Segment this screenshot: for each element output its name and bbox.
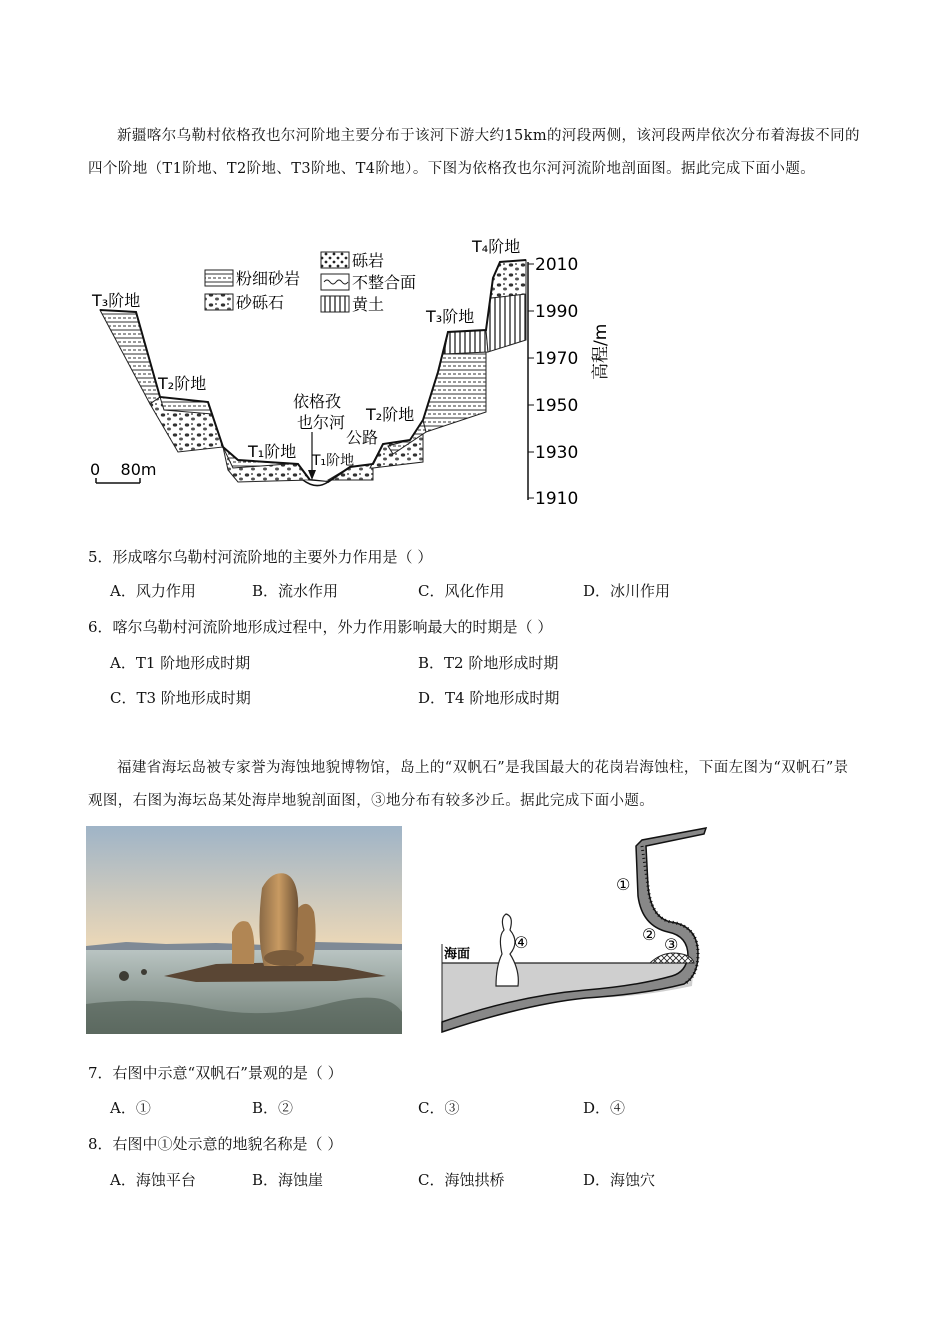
marker-1: ① <box>616 875 631 894</box>
right-t4-gravel <box>491 260 526 298</box>
q6-option-b[interactable]: B．T2 阶地形成时期 <box>418 654 559 672</box>
sea-surface-label: 海面 <box>444 947 471 962</box>
q7-option-b[interactable]: B．② <box>252 1099 294 1117</box>
left-t1-label: T₁阶地 <box>248 442 297 461</box>
q8-option-a[interactable]: A．海蚀平台 <box>110 1171 196 1189</box>
shuangfan-rock-photo <box>86 826 402 1034</box>
intro-paragraph-1: 新疆喀尔乌勒村依格孜也尔河阶地主要分布于该河下游大约15km的河段两侧，该河段两岸依次分布着海拔不同的四个阶地（T1阶地、T2阶地、T3阶地、T4阶地）。下图为依格孜也尔河河流阶地剖面图。据此完成下面小题。 <box>88 128 860 177</box>
q7-option-c[interactable]: C．③ <box>418 1099 460 1117</box>
river-name-line2: 也尔河 <box>297 413 346 432</box>
river-terrace-profile-figure <box>88 232 628 514</box>
q8-option-b[interactable]: B．海蚀崖 <box>252 1171 324 1189</box>
q6-option-d[interactable]: D．T4 阶地形成时期 <box>418 689 560 707</box>
right-t3-label: T₃阶地 <box>426 307 475 326</box>
right-t1-label: T₁阶地 <box>312 453 355 469</box>
legend-loess-label: 黄土 <box>352 295 385 314</box>
right-t3-loess <box>444 330 488 354</box>
q8-option-c[interactable]: C．海蚀拱桥 <box>418 1171 505 1189</box>
q8-option-d[interactable]: D．海蚀穴 <box>583 1171 656 1189</box>
marker-2: ② <box>642 925 657 944</box>
tick-1950: 1950 <box>535 396 579 416</box>
question-7-stem: 7．右图中示意“双帆石”景观的是（ ） <box>88 1064 343 1082</box>
marker-4: ④ <box>514 933 529 952</box>
coastal-profile-diagram <box>436 826 722 1038</box>
question-6-stem: 6．喀尔乌勒村河流阶地形成过程中，外力作用影响最大的时期是（ ） <box>88 618 553 636</box>
tick-1930: 1930 <box>535 443 579 463</box>
river-name-line1: 依格孜 <box>293 392 342 411</box>
q6-option-a[interactable]: A．T1 阶地形成时期 <box>110 654 251 672</box>
tick-2010: 2010 <box>535 255 579 275</box>
tick-1990: 1990 <box>535 302 579 322</box>
intro-paragraph-2: 福建省海坛岛被专家誉为海蚀地貌博物馆，岛上的“双帆石”是我国最大的花岗岩海蚀柱，下面左图为“双帆石”景观图，右图为海坛岛某处海岸地貌剖面图，③地分布有较多沙丘。据此完成下面小题。 <box>88 760 849 809</box>
tick-1970: 1970 <box>535 349 579 369</box>
tick-1910: 1910 <box>535 489 579 509</box>
q7-option-a[interactable]: A．① <box>110 1099 151 1117</box>
q5-option-c[interactable]: C．风化作用 <box>418 582 505 600</box>
right-t4-label: T₄阶地 <box>472 237 521 256</box>
q5-option-b[interactable]: B．流水作用 <box>252 582 339 600</box>
elevation-axis <box>528 255 611 509</box>
q5-option-d[interactable]: D．冰川作用 <box>583 582 671 600</box>
q6-option-c[interactable]: C．T3 阶地形成时期 <box>110 689 251 707</box>
left-t2-label: T₂阶地 <box>158 374 207 393</box>
legend-unconformity-label: 不整合面 <box>352 273 417 292</box>
scale-bar-label: 0 80m <box>90 460 157 479</box>
question-5-stem: 5．形成喀尔乌勒村河流阶地的主要外力作用是（ ） <box>88 548 433 566</box>
legend-conglomerate-label: 砾岩 <box>352 251 385 270</box>
left-t3-block <box>100 310 160 404</box>
legend <box>205 251 416 314</box>
left-t3-label: T₃阶地 <box>92 291 141 310</box>
legend-gravel-label: 砂砾石 <box>236 293 285 312</box>
axis-label-elevation: 高程/m <box>591 323 611 380</box>
road-label: 公路 <box>346 428 379 447</box>
q7-option-d[interactable]: D．④ <box>583 1099 626 1117</box>
right-t2-label: T₂阶地 <box>366 405 415 424</box>
marker-3: ③ <box>664 935 679 954</box>
legend-silt-label: 粉细砂岩 <box>236 269 301 288</box>
q5-option-a[interactable]: A．风力作用 <box>110 582 196 600</box>
question-8-stem: 8．右图中①处示意的地貌名称是（ ） <box>88 1135 343 1153</box>
